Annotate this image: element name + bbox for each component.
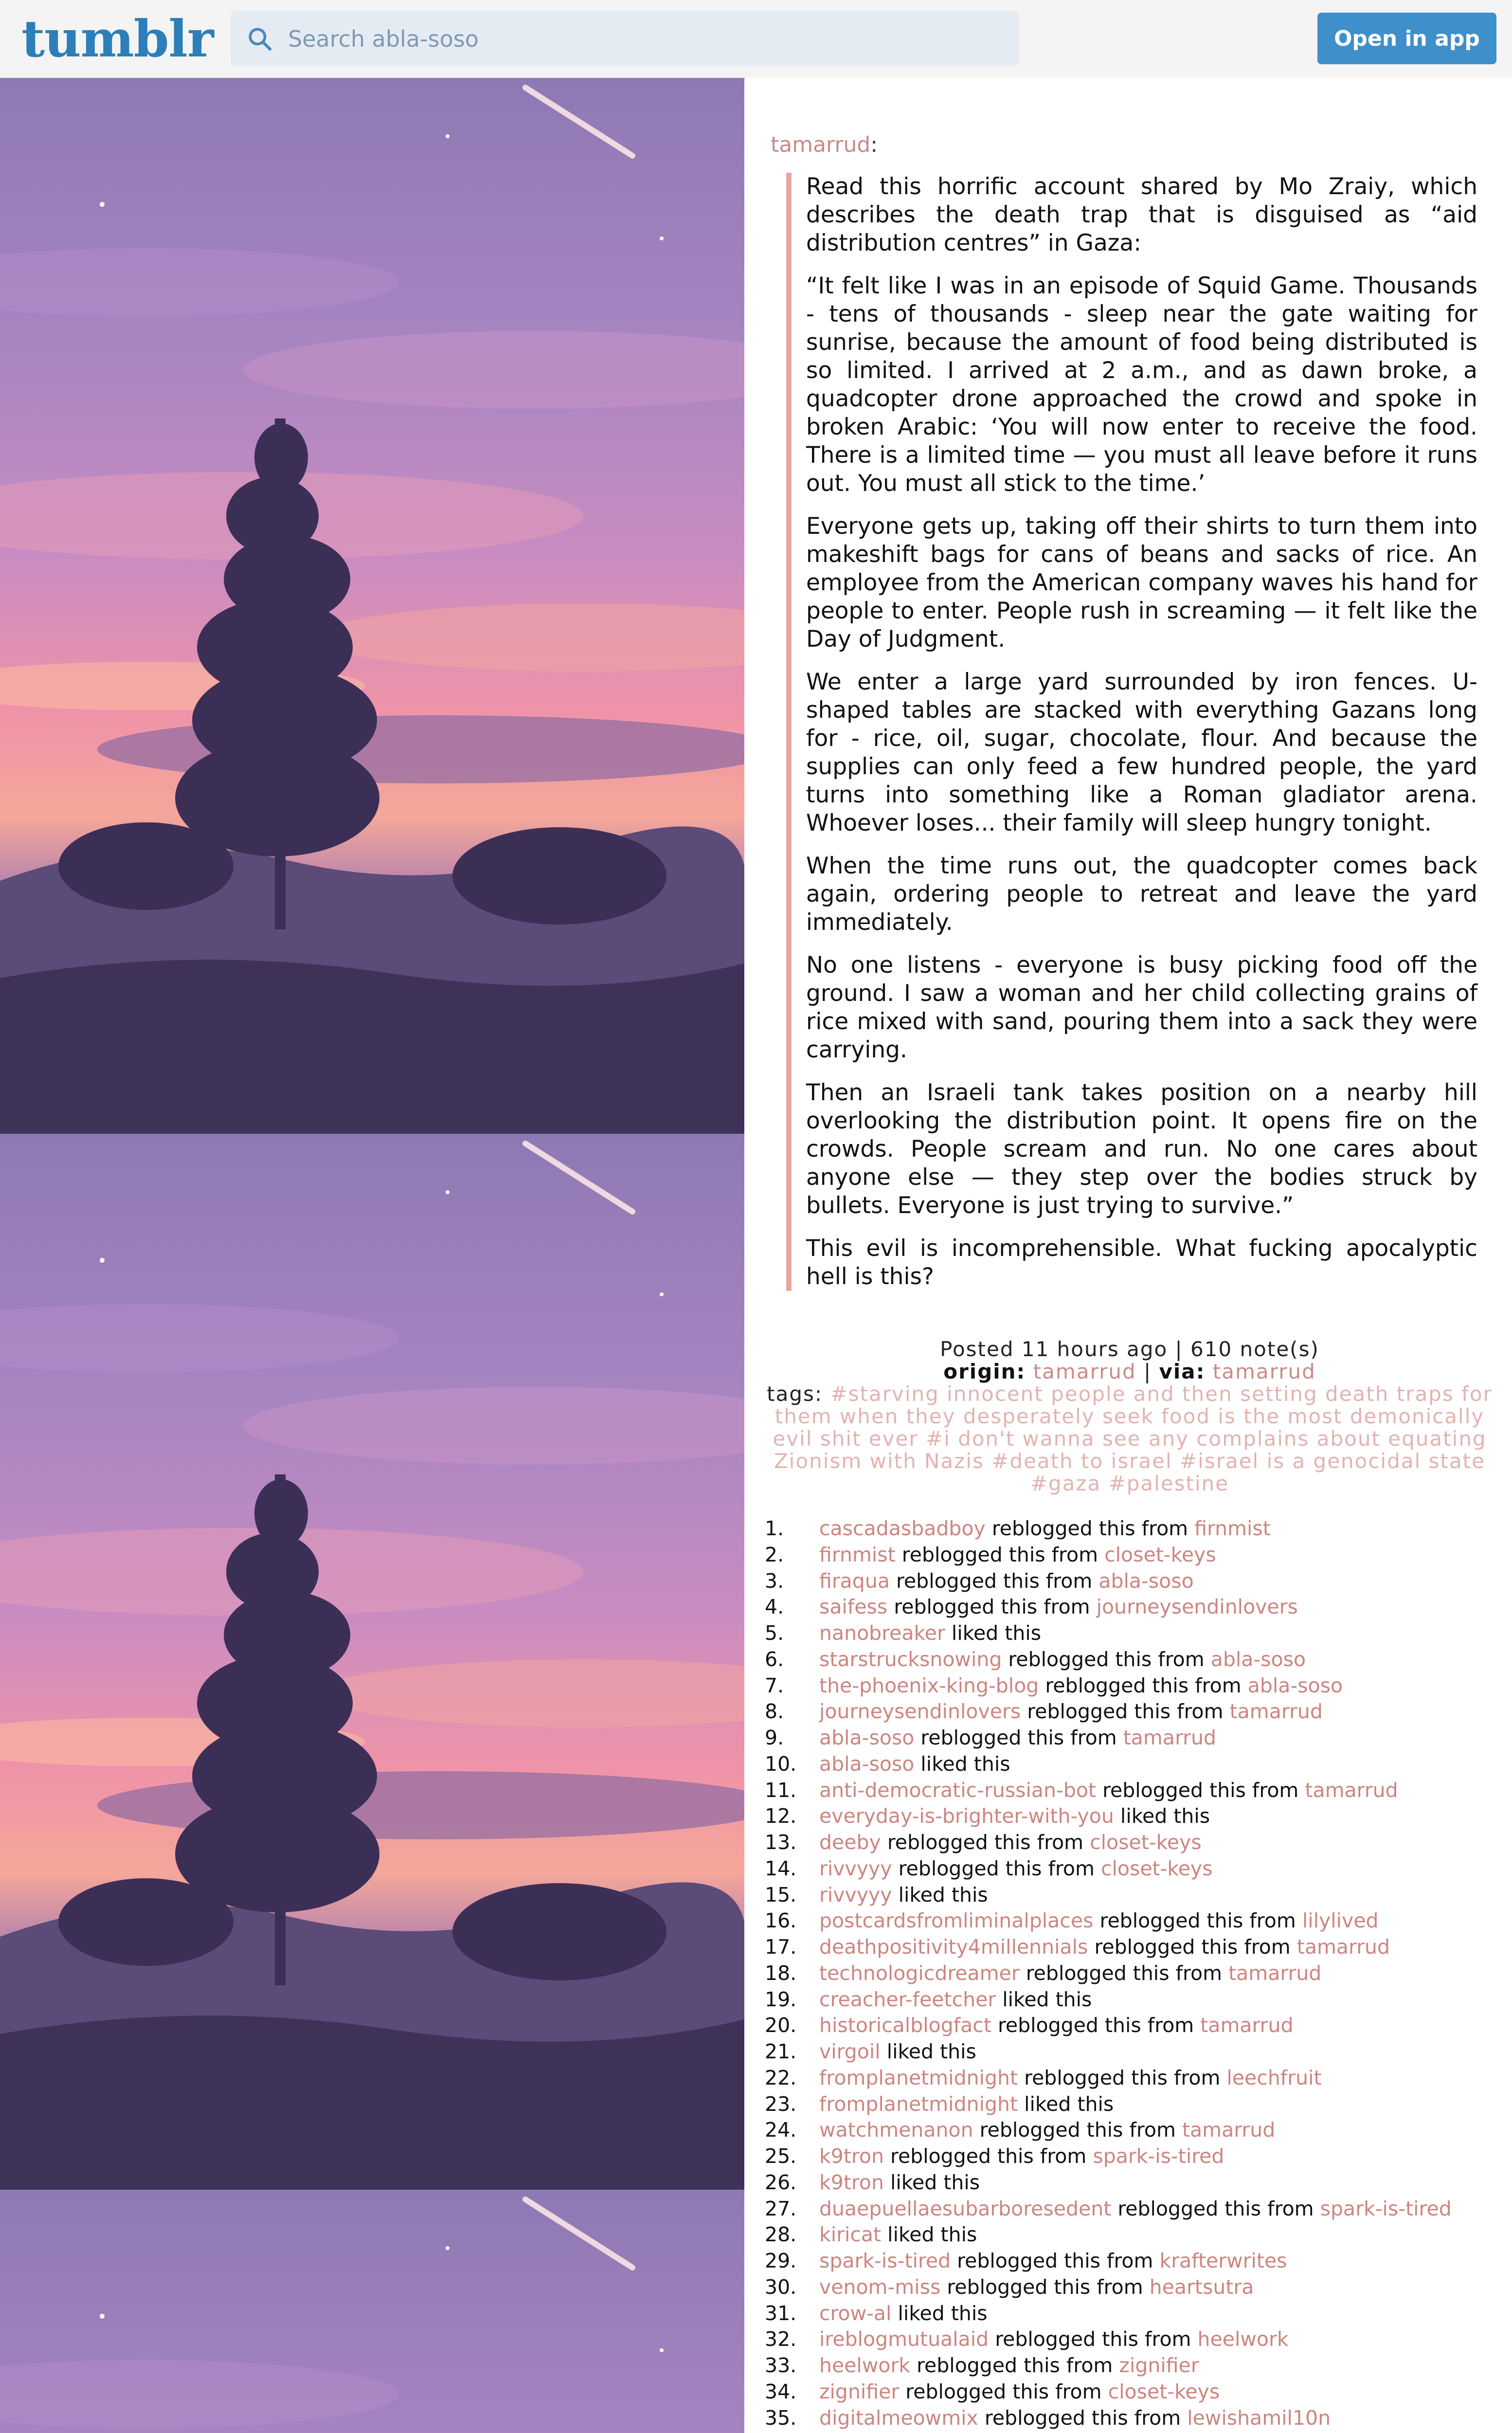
- note-blog-link[interactable]: creacher-feetcher: [819, 1987, 996, 2011]
- note-blog-link[interactable]: starstrucksnowing: [819, 1647, 1002, 1671]
- note-source-link[interactable]: krafterwrites: [1159, 2249, 1287, 2272]
- quote-paragraph: We enter a large yard surrounded by iron fences. U-shaped tables are stacked with everything Gazans long for - rice, oil, sugar, chocolate, flour. And because the supplies can only feed a few hundred people, the yard turns into something like a Roman gladiator arena. Whoever loses... their family will sleep hungry tonight.: [806, 669, 1477, 836]
- note-item: [755, 1647, 1504, 1673]
- note-action: reblogged this from: [1008, 1647, 1205, 1671]
- note-action: reblogged this from: [905, 2379, 1102, 2403]
- note-action: reblogged this from: [957, 2249, 1153, 2272]
- note-item: [755, 1699, 1504, 1725]
- quote-paragraph: “It felt like I was in an episode of Squid Game. Thousands - tens of thousands - sleep near the gate waiting for sunrise, because the amount of food being distributed is so limited. I arrived at 2 a.m., and as dawn broke, a quadcopter drone approached the crowd and spoke in broken Arabic: ‘You will now enter to receive the food. There is a limited time — you must all leave before it runs out. You must all stick to the time.’: [806, 272, 1477, 497]
- note-blog-link[interactable]: saifess: [819, 1595, 888, 1619]
- note-number: 25.: [765, 2144, 797, 2168]
- note-number: 34.: [765, 2379, 797, 2403]
- note-source-link[interactable]: zignifier: [1119, 2354, 1199, 2377]
- note-action: reblogged this from: [917, 2354, 1113, 2377]
- note-blog-link[interactable]: anti-democratic-russian-bot: [819, 1778, 1097, 1802]
- note-action: reblogged this from: [1099, 1909, 1296, 1933]
- note-number: 16.: [765, 1909, 797, 1933]
- note-source-link[interactable]: closet-keys: [1108, 2379, 1220, 2403]
- note-number: 7.: [765, 1673, 784, 1697]
- note-source-link[interactable]: firnmist: [1194, 1517, 1271, 1540]
- note-action: liked this: [1002, 1987, 1092, 2011]
- note-action: reblogged this from: [1027, 1700, 1224, 1724]
- note-number: [765, 2431, 796, 2433]
- note-action: reblogged this from: [947, 2275, 1143, 2299]
- search-box[interactable]: [231, 11, 1019, 66]
- note-blog-link[interactable]: firaqua: [819, 1569, 890, 1593]
- note-number: 14.: [765, 1856, 797, 1880]
- note-blog-link[interactable]: crow-al: [819, 2301, 892, 2325]
- note-number: 4.: [765, 1595, 784, 1619]
- note-item: [755, 2274, 1504, 2301]
- note-blog-link[interactable]: postcardsfromliminalplaces: [819, 1909, 1094, 1933]
- via-label: via:: [1159, 1360, 1206, 1383]
- quote-paragraph: This evil is incomprehensible. What fucking apocalyptic hell is this?: [806, 1235, 1477, 1290]
- note-item: [755, 1882, 1504, 1908]
- note-action: reblogged this from: [920, 1726, 1117, 1749]
- note-blog-link[interactable]: cascadasbadboy: [819, 1517, 986, 1540]
- note-item: [755, 1830, 1504, 1856]
- quote-paragraph: When the time runs out, the quadcopter comes back again, ordering people to retreat and leave the yard immediately.: [806, 853, 1477, 936]
- note-number: 31.: [765, 2301, 797, 2325]
- note-number: 17.: [765, 1935, 797, 1959]
- open-in-app-button[interactable]: Open in app: [1317, 13, 1496, 64]
- note-item: [755, 1542, 1504, 1568]
- note-number: 13.: [765, 1831, 797, 1854]
- note-blog-link[interactable]: firnmist: [819, 1543, 896, 1566]
- note-number: 1.: [765, 1517, 784, 1540]
- note-action: reblogged this from: [995, 2327, 1191, 2351]
- note-number: 9.: [765, 1726, 784, 1749]
- note-number: 6.: [765, 1647, 784, 1671]
- note-action: reblogged this from: [890, 2144, 1087, 2168]
- note-item: [755, 1751, 1504, 1778]
- note-action: liked this: [1120, 1804, 1210, 1828]
- note-number: 11.: [765, 1778, 797, 1802]
- tags-label: tags:: [767, 1382, 823, 1406]
- note-item: [755, 1908, 1504, 1934]
- note-blog-link[interactable]: fromplanetmidnight: [819, 2092, 1018, 2116]
- note-item: [755, 2222, 1504, 2248]
- note-blog-link[interactable]: abla-soso: [819, 1726, 915, 1749]
- note-blog-link[interactable]: heelwork: [819, 2354, 911, 2377]
- note-item: [755, 2405, 1504, 2432]
- note-number: 3.: [765, 1569, 784, 1593]
- note-number: 21.: [765, 2040, 797, 2063]
- note-item: [755, 2326, 1504, 2353]
- note-blog-link[interactable]: ireblogmutualaid: [819, 2327, 989, 2351]
- note-action: liked this: [887, 2223, 977, 2247]
- note-action: liked this: [886, 2040, 976, 2063]
- note-number: 35.: [765, 2406, 797, 2430]
- note-source-link[interactable]: tamarrud: [1200, 2014, 1294, 2037]
- note-source-link[interactable]: closet-keys: [1100, 1856, 1213, 1880]
- note-action: liked this: [890, 2170, 980, 2194]
- note-number: 15.: [765, 1883, 797, 1906]
- note-item: [755, 1673, 1504, 1699]
- note-blog-link[interactable]: deeby: [819, 1831, 881, 1854]
- background-illustration: [0, 78, 744, 2433]
- note-action: liked this: [1024, 2092, 1114, 2116]
- note-item: [755, 1778, 1504, 1804]
- origin-label: origin:: [943, 1360, 1026, 1383]
- note-source-link[interactable]: journeysendinlovers: [1096, 1595, 1298, 1619]
- note-source-link[interactable]: abla-soso: [1247, 1673, 1343, 1697]
- note-number: 27.: [765, 2197, 797, 2220]
- search-icon: [246, 25, 273, 53]
- note-number: 30.: [765, 2275, 797, 2299]
- note-blog-link[interactable]: k9tron: [819, 2170, 884, 2194]
- tumblr-logo[interactable]: tumblr: [21, 9, 214, 69]
- note-source-link[interactable]: heelwork: [1197, 2327, 1289, 2351]
- note-action: reblogged this from: [901, 1543, 1098, 1566]
- note-number: 18.: [765, 1961, 797, 1985]
- note-action: reblogged this from: [1094, 1935, 1291, 1959]
- note-action: reblogged this from: [1024, 2066, 1221, 2089]
- note-number: 19.: [765, 1987, 797, 2011]
- note-source-link[interactable]: leechfruit: [1226, 2066, 1322, 2089]
- note-number: 24.: [765, 2118, 797, 2142]
- note-item: [755, 1620, 1504, 1647]
- tags[interactable]: #starving innocent people and then setting death traps for them when they desperately seek food is the most demonically evil shit ever #i don't wanna see any complains about equating Zionism with Nazis #death to israel #israel is a genocidal state #gaza #palestine: [773, 1382, 1493, 1495]
- note-item: [755, 1568, 1504, 1595]
- note-item: [755, 2143, 1504, 2170]
- post-meta: [765, 1338, 1494, 1495]
- note-number: 5.: [765, 1621, 784, 1645]
- post: [745, 78, 1512, 2433]
- note-number: 22.: [765, 2066, 797, 2089]
- note-source-link[interactable]: spark-is-tired: [1093, 2144, 1224, 2168]
- note-item: [755, 1803, 1504, 1830]
- note-item: [755, 1594, 1504, 1620]
- note-item: [755, 1856, 1504, 1882]
- post-quote: [786, 173, 1477, 1291]
- quote-paragraph: No one listens - everyone is busy picking food off the ground. I saw a woman and her child collecting grains of rice mixed with sand, pouring them into a sack they were carrying.: [806, 952, 1477, 1063]
- author-link[interactable]: tamarrud: [771, 132, 871, 157]
- note-item: [755, 1934, 1504, 1961]
- note-item: [755, 2065, 1504, 2091]
- note-number: 12.: [765, 1804, 797, 1828]
- note-number: 10.: [765, 1752, 797, 1776]
- note-blog-link[interactable]: kiricat: [819, 2223, 882, 2247]
- note-source-link[interactable]: abla-soso: [1210, 1647, 1306, 1671]
- origin-link[interactable]: tamarrud: [1033, 1360, 1136, 1383]
- quote-paragraph: Then an Israeli tank takes position on a nearby hill overlooking the distribution point. It opens fire on the crowds. People scream and run. No one cares about anyone else — they step over the bodies struck by bullets. Everyone is just trying to survive.”: [806, 1079, 1477, 1219]
- note-source-link[interactable]: closet-keys: [1090, 1831, 1202, 1854]
- note-action: reblogged this from: [898, 1856, 1095, 1880]
- note-action: reblogged this from: [887, 1831, 1084, 1854]
- note-item: [755, 2431, 1504, 2433]
- quote-paragraph: Everyone gets up, taking off their shirts to turn them into makeshift bags for cans of beans and sacks of rice. An employee from the American company waves his hand for people to enter. People rush in screaming — it felt like the Day of Judgment.: [806, 513, 1477, 653]
- note-item: [755, 2013, 1504, 2039]
- origin-via: origin: tamarrud | via: tamarrud: [943, 1360, 1316, 1383]
- note-item: [755, 2379, 1504, 2405]
- notes-list: [755, 1516, 1504, 2433]
- note-source-link[interactable]: tamarrud: [1305, 1778, 1398, 1802]
- top-bar: [0, 0, 1512, 79]
- post-author-line: tamarrud:: [771, 132, 878, 157]
- note-source-link[interactable]: tamarrud: [1229, 1700, 1323, 1724]
- note-action: liked this: [951, 1621, 1042, 1645]
- note-item: [755, 2248, 1504, 2274]
- posted-info: Posted 11 hours ago | 610 note(s): [940, 1337, 1319, 1361]
- note-number: 33.: [765, 2354, 797, 2377]
- note-source-link[interactable]: tamarrud: [1296, 1935, 1390, 1959]
- note-action: reblogged this from: [984, 2406, 1181, 2430]
- note-source-link[interactable]: lilylived: [1302, 1909, 1379, 1933]
- via-link[interactable]: tamarrud: [1212, 1360, 1316, 1383]
- note-item: [755, 2039, 1504, 2065]
- note-item: [755, 2196, 1504, 2222]
- note-item: [755, 2353, 1504, 2379]
- note-blog-link[interactable]: duaepuellaesubarboresedent: [819, 2197, 1112, 2220]
- note-action: liked this: [898, 1883, 988, 1906]
- note-action: reblogged this from: [896, 1569, 1093, 1593]
- note-blog-link[interactable]: journeysendinlovers: [819, 1700, 1021, 1724]
- note-number: 29.: [765, 2249, 797, 2272]
- note-source-link[interactable]: tamarrud: [1123, 1726, 1217, 1749]
- note-blog-link[interactable]: digitalmeowmix: [819, 2406, 978, 2430]
- note-item: [755, 2091, 1504, 2118]
- note-blog-link[interactable]: k9tron: [819, 2144, 884, 2168]
- note-number: 23.: [765, 2092, 797, 2116]
- note-action: reblogged this from: [1102, 1778, 1299, 1802]
- note-number: 20.: [765, 2014, 797, 2037]
- note-blog-link[interactable]: technologicdreamer: [819, 1961, 1020, 1985]
- note-item: [755, 2170, 1504, 2196]
- note-blog-link[interactable]: rivvyyy: [819, 1856, 892, 1880]
- note-item: [755, 1725, 1504, 1751]
- note-source-link[interactable]: spark-is-tired: [1320, 2197, 1452, 2220]
- note-action: reblogged this from: [894, 1595, 1090, 1619]
- note-blog-link[interactable]: fromplanetmidnight: [819, 2066, 1018, 2089]
- note-blog-link[interactable]: venom-miss: [819, 2275, 941, 2299]
- note-blog-link[interactable]: historicalblogfact: [819, 2014, 991, 2037]
- note-action: reblogged this from: [997, 2014, 1194, 2037]
- note-action: reblogged this from: [1045, 1673, 1242, 1697]
- search-input[interactable]: [287, 19, 999, 58]
- note-blog-link[interactable]: everyday-is-brighter-with-you: [819, 1804, 1114, 1828]
- note-blog-link[interactable]: deathpositivity4millennials: [819, 1935, 1088, 1959]
- note-blog-link[interactable]: nanobreaker: [819, 1621, 945, 1645]
- note-source-link[interactable]: abla-soso: [1098, 1569, 1194, 1593]
- note-action: liked this: [898, 2301, 988, 2325]
- note-number: 26.: [765, 2170, 797, 2194]
- note-item: [755, 2301, 1504, 2327]
- note-item: [755, 1987, 1504, 2013]
- note-source-link[interactable]: lewishamil10n: [1187, 2406, 1331, 2430]
- note-number: 8.: [765, 1700, 784, 1724]
- note-number: 28.: [765, 2223, 797, 2247]
- note-source-link[interactable]: closet-keys: [1104, 1543, 1216, 1566]
- note-item: [755, 2117, 1504, 2143]
- note-blog-link[interactable]: abla-soso: [819, 1752, 915, 1776]
- note-source-link[interactable]: heartsutra: [1149, 2275, 1254, 2299]
- note-item: [755, 1961, 1504, 1987]
- note-action: reblogged this from: [979, 2118, 1176, 2142]
- note-blog-link[interactable]: rivvyyy: [819, 1883, 892, 1906]
- quote-paragraph: Read this horrific account shared by Mo Zraiy, which describes the death trap that is disguised as “aid distribution centres” in Gaza:: [806, 173, 1477, 256]
- note-source-link[interactable]: tamarrud: [1228, 1961, 1322, 1985]
- note-blog-link[interactable]: watchmenanon: [819, 2118, 973, 2142]
- note-action: liked this: [920, 1752, 1010, 1776]
- tags-line: [765, 1383, 1494, 1495]
- note-number: 32.: [765, 2327, 797, 2351]
- note-blog-link[interactable]: spark-is-tired: [819, 2249, 951, 2272]
- note-blog-link[interactable]: virgoil: [819, 2040, 881, 2063]
- note-action: reblogged this from: [991, 1517, 1188, 1540]
- note-item: [755, 1516, 1504, 1542]
- note-number: 2.: [765, 1543, 784, 1566]
- note-action: reblogged this from: [1117, 2197, 1314, 2220]
- note-blog-link[interactable]: zignifier: [819, 2379, 900, 2403]
- note-source-link[interactable]: tamarrud: [1182, 2118, 1276, 2142]
- note-action: reblogged this from: [1026, 1961, 1223, 1985]
- note-blog-link[interactable]: the-phoenix-king-blog: [819, 1673, 1039, 1697]
